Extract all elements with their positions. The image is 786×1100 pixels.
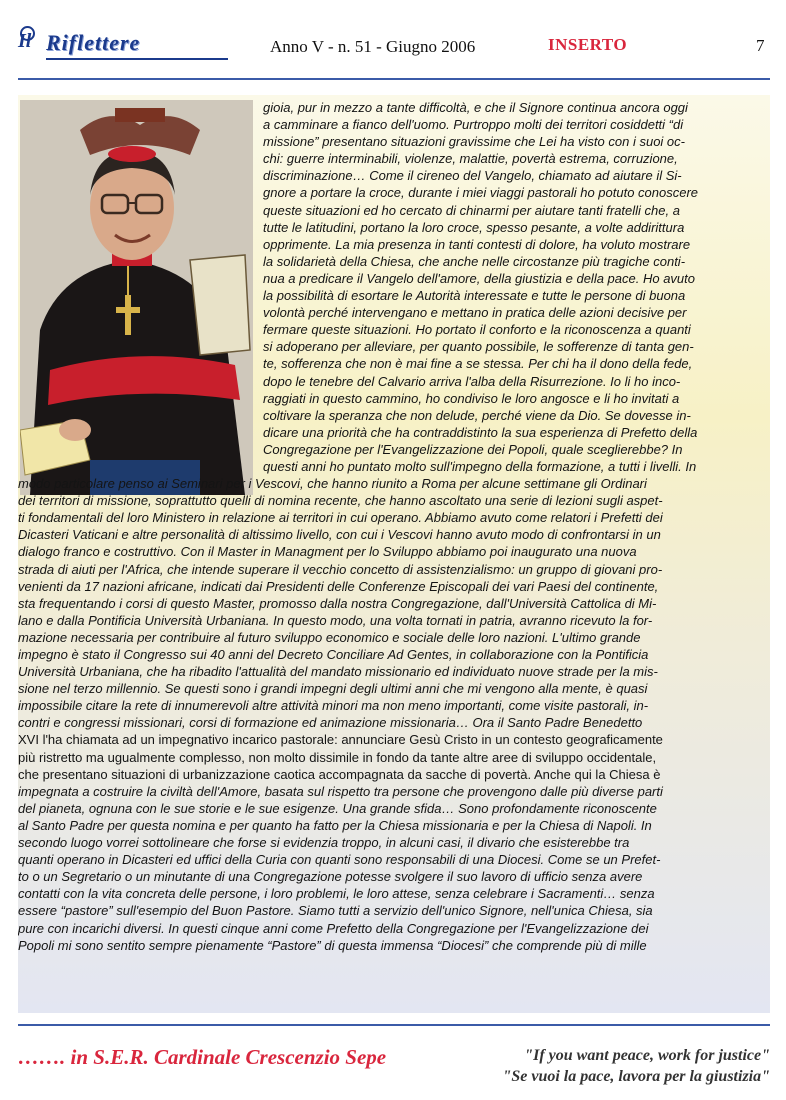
article-line: nua a predicare il Vangelo dell'amore, della giustizia e della pace. Ho avuto (263, 270, 695, 286)
author-credit: ……. in S.E.R. Cardinale Crescenzio Sepe (18, 1045, 387, 1069)
article-line: lano e dalla Pontificia Università Urbaniana. In questo modo, una volta tornati in patria, avranno ricevuto la for- (18, 612, 653, 628)
article-line: ti fondamentali del loro Ministero in relazione ai territori in cui operano. Abbiamo avuto come relatori i Prefetti dei (18, 510, 663, 526)
article-line: sta frequentando i corsi di questo Master, promosso dalla nostra Congregazione, dall'Università Cattolica di Mi- (18, 595, 657, 611)
logo-underline (46, 58, 228, 60)
article-line: che presentano situazioni di urbanizzazione caotica accompagnata da sacche di povertà. Anche qui la Chiesa è (18, 766, 661, 782)
article-line: Università Urbaniana, che ha ribadito l'attualità del mandato missionario ed individuato nuove strade per la mis- (18, 664, 658, 680)
section-label: INSERTO (548, 35, 628, 54)
article-line: queste situazioni ed ho cercato di chinarmi per aiutare tanti fratelli che, a (263, 202, 680, 218)
article-line: to o un Segretario o un minutante di una Congregazione potesse svolgere il suo lavoro di ufficio senza avere (18, 869, 643, 885)
magazine-logo (18, 26, 218, 66)
article-line: Congregazione per l'Evangelizzazione dei Popoli, quale sceglierebbe? In (263, 441, 683, 457)
article-line: più ristretto ma ugualmente complesso, non molto dissimile in fondo da tante altre aree di sviluppo occidentale, (18, 749, 657, 765)
article-line: contatti con la vita concreta delle persone, i loro problemi, le loro attese, senza celebrare i Sacramenti… senza (18, 886, 655, 902)
header-divider (18, 78, 770, 80)
article-line: questi anni ho puntato molto sull'impegno della formazione, a tutti i livelli. In (263, 458, 697, 474)
motto-italian: "Se vuoi la pace, lavora per la giustizia" (502, 1068, 770, 1085)
article-line: opprimente. La mia presenza in tanti contesti di dolore, ha voluto mostrare (263, 236, 691, 252)
article-line: coltivare la speranza che non delude, perché viene da Dio. Se dovesse in- (263, 407, 691, 423)
article-line: volontà perché intervengano e mettano in pratica delle azioni decisive per (263, 305, 687, 321)
article-line: dialogo franco e costruttivo. Con il Master in Managment per lo Sviluppo abbiamo poi inaugurato una nuova (18, 544, 637, 560)
article-line: secondo luogo vorrei sottolineare che forse si evidenzia troppo, in alcuni casi, il divario che esisterebbe tra (18, 835, 630, 851)
page-number: 7 (756, 36, 765, 55)
article-line: impossibile citare la rete di innumerevoli altre attività minori ma non meno importanti, come visite pastorali, in- (18, 698, 649, 714)
article-line: la solidarietà della Chiesa, che anche nelle circostanze più tragiche conti- (263, 253, 686, 269)
issue-info: Anno V - n. 51 - Giugno 2006 (270, 37, 476, 56)
motto-block (448, 1045, 770, 1087)
article-line: dicare una priorità che ha contraddistinto la sua esperienza di Prefetto della (263, 424, 698, 440)
article-line: al Santo Padre per questa nomina e per quanto ha fatto per la Chiesa missionaria e per la Chiesa di Napoli. In (18, 817, 652, 833)
article-line: chi: guerre interminabili, violenze, malattie, povertà estrema, corruzione, (263, 151, 678, 167)
article-line: impegnata a costruire la civiltà dell'Amore, basata sul rispetto tra persone che provengono dalle più diverse parti (18, 783, 663, 799)
article-line: Dicasteri Vaticani e altre personalità di altissimo livello, con cui i Vescovi hanno avuto modo di confrontarsi in un (18, 527, 661, 543)
article-line: impegno è stato il Congresso sui 40 anni del Decreto Conciliare Ad Gentes, in collaborazione con la Pontificia (18, 647, 649, 662)
article-line: modo particolare penso ai Seminari per i Vescovi, che hanno riunito a Roma per alcune settimane gli Ordinari (18, 476, 647, 492)
article-line: XVI l'ha chiamata ad un impegnativo incarico pastorale: annunciare Gesù Cristo in un contesto geograficamente (18, 732, 663, 748)
logo-name: Riflettere (46, 30, 141, 55)
article-line: sione nel terzo millennio. Se questi sono i grandi impegni degli ultimi anni che mi vengono alla mente, è quasi (18, 681, 648, 697)
article-line: raggiati in questo cammino, ho condiviso le loro angosce e li ho invitati a (263, 390, 680, 406)
article-line: venienti da 17 nazioni africane, indicati dai Presidenti delle Conferenze Episcopali dei vari Paesi del continente, (18, 578, 659, 594)
article-text (18, 95, 770, 1013)
article-line: quanti operano in Dicasteri ed uffici della Curia con quanti sono responsabili di una Diocesi. Come se un Prefet- (18, 852, 661, 868)
article-line: strada di aiuti per l'Africa, che intende superare il vecchio concetto di assistenzialismo: un gruppo di giovani pro- (18, 561, 663, 577)
article-body (18, 95, 770, 1013)
article-line: tutte le latitudini, portano la loro croce, spesso pesante, a volte addirittura (263, 219, 685, 235)
article-line: fermare queste situazioni. Ho portato il conforto e la riconoscenza a quanti (263, 322, 691, 338)
article-line: contri e congressi missionari, corsi di formazione ed animazione missionaria… Ora il Santo Padre Benedetto (18, 715, 643, 731)
article-line: missione” presentano situazioni gravissime che Lei ha visto con i suoi oc- (263, 134, 685, 150)
article-line: pure con incarichi diversi. In questi cinque anni come Prefetto della Congregazione per l'Evangelizzazione dei (18, 920, 649, 936)
footer-divider (18, 1024, 770, 1026)
article-line: essere “pastore” sull'esempio del Buon Pastore. Siamo tutti a servizio dell'unico Signore, nell'unica Chiesa, sia (18, 903, 653, 919)
article-line: discriminazione… Come il cireneo del Vangelo, chiamato ad aiutare il Si- (263, 168, 682, 184)
article-line: mazione necessaria per contribuire al futuro sviluppo economico e sociale delle loro nazioni. L'ultimo grande (18, 629, 641, 645)
article-line: si adoperano per alleviare, per quanto possibile, le sofferenze di tanta gen- (263, 339, 694, 355)
article-line: Popoli mi sono sentito sempre pienamente “Pastore” di questa immensa “Diocesi” che comprende più di mille (18, 937, 647, 953)
logo-prefix: Il (18, 30, 32, 52)
article-line: dei territori di missione, soprattutto quelli di nomina recente, che hanno ascoltato una serie di lezioni sugli aspet- (18, 493, 663, 509)
article-line: la possibilità di esortare le Autorità interessate e tutte le persone di buona (263, 288, 686, 304)
article-line: gioia, pur in mezzo a tante difficoltà, e che il Signore continua ancora oggi (263, 100, 688, 115)
article-line: gnore a portare la croce, durante i miei viaggi pastorali ho potuto conoscere (263, 185, 699, 201)
article-line: te, sofferenza che non è mai fine a se stessa. Per chi ha il dono della fede, (263, 356, 693, 372)
article-line: a camminare a fianco dell'uomo. Purtroppo molti dei territori cosiddetti “di (263, 117, 684, 133)
page-header (0, 0, 786, 80)
article-line: del pianeta, ognuna con le sue storie e le sue esigenze. Una grande sfida… Sono profondamente riconoscente (18, 800, 657, 816)
article-line: dopo le tenebre del Calvario arriva l'alba della Risurrezione. Io li ho inco- (263, 373, 681, 389)
motto-english: "If you want peace, work for justice" (524, 1047, 770, 1064)
